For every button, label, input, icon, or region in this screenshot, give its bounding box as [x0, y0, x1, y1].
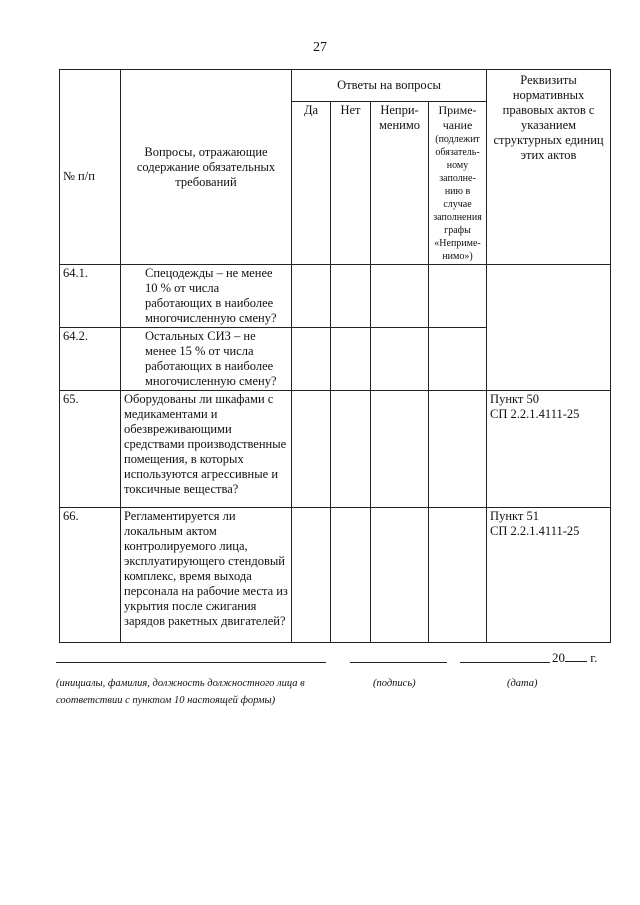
header-no: Нет — [331, 102, 371, 265]
row-ref-line1: Пункт 50 — [490, 392, 540, 406]
year-blank — [565, 651, 587, 662]
row-question: Регламентируется ли локальным актом контролируемого лица, эксплуатирующего стендовый комплекс, время выхода персонала на рабочие места из укрытия после сжигания зарядов ракетных двигателей? — [121, 508, 292, 643]
signature-line — [350, 662, 447, 663]
header-requisites: Реквизиты нормативных правовых актов с указанием структурных единиц этих актов — [487, 70, 611, 265]
header-yes: Да — [292, 102, 331, 265]
table-row — [60, 391, 611, 508]
row-no — [331, 328, 371, 391]
table-row — [60, 265, 611, 328]
caption-date: (дата) — [507, 678, 538, 689]
row-ref — [487, 508, 611, 643]
row-yes — [292, 391, 331, 508]
row-note — [429, 391, 487, 508]
row-num: 65. — [60, 391, 121, 508]
header-note — [429, 102, 487, 265]
row-note — [429, 265, 487, 328]
table-row — [60, 508, 611, 643]
row-note — [429, 508, 487, 643]
date-line — [460, 662, 550, 663]
row-num: 66. — [60, 508, 121, 643]
year-suffix: г. — [590, 650, 598, 665]
row-ref-line1: Пункт 51 — [490, 509, 540, 523]
official-signature-line — [56, 662, 326, 663]
row-no — [331, 265, 371, 328]
header-questions: Вопросы, отражающие содержание обязательных требований — [121, 70, 292, 265]
row-ref — [487, 391, 611, 508]
row-yes — [292, 508, 331, 643]
row-question: Спецодежды – не менее 10 % от числа работающих в наиболее многочисленную смену? — [121, 265, 292, 328]
row-ref-line2: СП 2.2.1.4111-25 — [490, 407, 580, 421]
row-question: Оборудованы ли шкафами с медикаментами и обезвреживающими средствами производственные помещения, в которых используются агрессивные и токсичные вещества? — [121, 391, 292, 508]
year-label: 20 — [552, 650, 565, 665]
header-num: № п/п — [60, 70, 121, 265]
row-na — [371, 265, 429, 328]
row-num: 64.1. — [60, 265, 121, 328]
row-yes — [292, 265, 331, 328]
row-no — [331, 391, 371, 508]
row-note — [429, 328, 487, 391]
row-num: 64.2. — [60, 328, 121, 391]
row-question: Остальных СИЗ – не менее 15 % от числа работающих в наиболее многочисленную смену? — [121, 328, 292, 391]
header-note-detail: (подлежит обязатель-ному заполне-нию в случае заполнения графы «Неприме-нимо») — [433, 134, 482, 262]
caption-official: (инициалы, фамилия, должность должностного лица в соответствии с пунктом 10 настоящей формы) — [56, 678, 305, 706]
row-na — [371, 508, 429, 643]
checklist-table — [59, 69, 611, 643]
page-number: 27 — [313, 40, 327, 55]
row-na — [371, 328, 429, 391]
row-na — [371, 391, 429, 508]
row-yes — [292, 328, 331, 391]
header-note-title: Приме-чание — [438, 103, 477, 132]
row-no — [331, 508, 371, 643]
row-ref-line2: СП 2.2.1.4111-25 — [490, 524, 580, 538]
header-answers: Ответы на вопросы — [292, 70, 487, 102]
header-not-applicable: Непри-менимо — [371, 102, 429, 265]
row-ref — [487, 265, 611, 391]
caption-signature: (подпись) — [373, 678, 416, 689]
year-field — [552, 650, 597, 666]
